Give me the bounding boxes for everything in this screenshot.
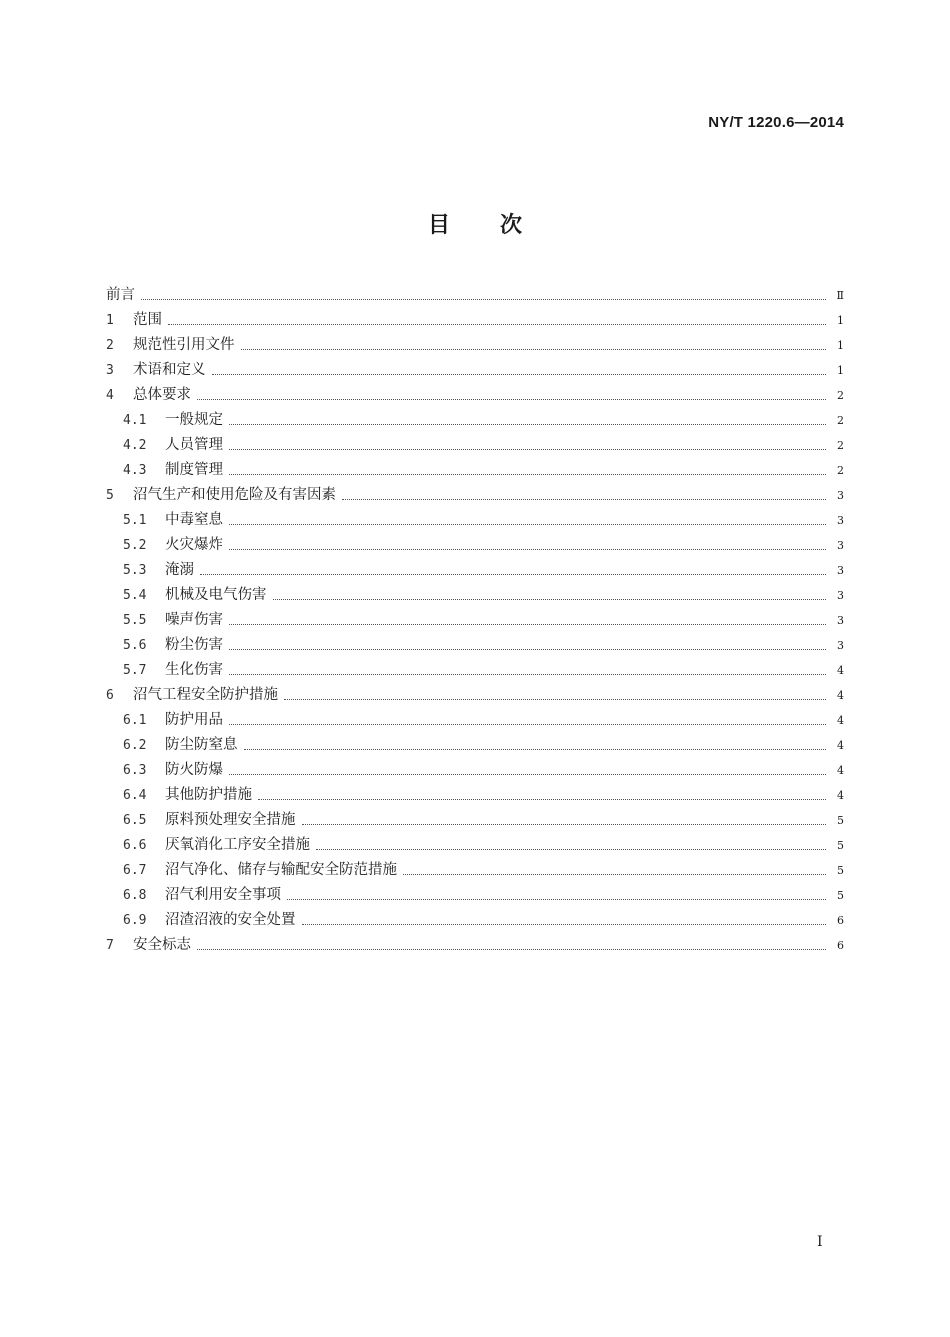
toc-entry-number: 5.7 [123,663,147,678]
toc-dot-leader [141,299,826,300]
toc-entry-page: 3 [837,539,844,552]
toc-entry-label: 一般规定 [165,412,223,428]
toc-entry-number: 7 [106,938,114,953]
toc-entry[interactable] [106,933,844,958]
toc-entry[interactable] [106,858,844,883]
toc-entry[interactable] [106,658,844,683]
toc-entry-label: 生化伤害 [165,662,223,678]
toc-entry[interactable] [106,708,844,733]
toc-entry[interactable] [106,308,844,333]
toc-entry-page: 6 [837,914,844,927]
toc-entry-label: 噪声伤害 [165,612,223,628]
toc-entry-page: 6 [837,939,844,952]
toc-entry-number: 4 [106,388,114,403]
toc-entry-label: 沼气生产和使用危险及有害因素 [133,487,336,503]
toc-entry-label: 术语和定义 [133,362,206,378]
toc-entry[interactable] [106,883,844,908]
toc-entry-page: 4 [837,714,844,727]
toc-entry[interactable] [106,733,844,758]
toc-entry-page: 4 [837,689,844,702]
toc-entry-page: 3 [837,614,844,627]
toc-dot-leader [316,849,826,850]
toc-entry[interactable] [106,458,844,483]
toc-entry-label: 前言 [106,287,135,303]
toc-entry-page: 1 [837,364,844,377]
toc-entry[interactable] [106,633,844,658]
toc-entry-page: 1 [837,314,844,327]
toc-entry-page: 2 [837,414,844,427]
toc-entry-page: 2 [837,439,844,452]
toc-entry-number: 5.2 [123,538,147,553]
toc-entry-label: 淹溺 [165,562,194,578]
toc-entry[interactable] [106,483,844,508]
toc-dot-leader [229,474,826,475]
toc-entry-number: 6.3 [123,763,147,778]
toc-entry-label: 安全标志 [133,937,191,953]
toc-entry-label: 沼气净化、储存与输配安全防范措施 [165,862,397,878]
toc-entry-page: 3 [837,589,844,602]
toc-entry-page: 3 [837,514,844,527]
toc-dot-leader [229,674,826,675]
toc-entry-number: 3 [106,363,114,378]
toc-dot-leader [287,899,826,900]
toc-entry-label: 制度管理 [165,462,223,478]
toc-entry[interactable] [106,683,844,708]
toc-entry[interactable] [106,408,844,433]
toc-entry-label: 沼渣沼液的安全处置 [165,912,296,928]
toc-entry-number: 2 [106,338,114,353]
toc-dot-leader [229,624,826,625]
toc-entry-label: 防护用品 [165,712,223,728]
toc-dot-leader [302,824,827,825]
toc-entry-number: 6 [106,688,114,703]
toc-entry-number: 1 [106,313,114,328]
toc-entry-page: 5 [837,839,844,852]
toc-entry-label: 沼气工程安全防护措施 [133,687,278,703]
toc-entry-number: 6.5 [123,813,147,828]
toc-entry-label: 粉尘伤害 [165,637,223,653]
toc-entry-number: 5.1 [123,513,147,528]
toc-entry[interactable] [106,833,844,858]
toc-dot-leader [212,374,827,375]
toc-title: 目次 [427,213,572,238]
toc-entry-number: 5.4 [123,588,147,603]
toc-entry-number: 6.6 [123,838,147,853]
toc-entry-number: 4.1 [123,413,147,428]
toc-entry-label: 防尘防窒息 [165,737,238,753]
toc-entry-page: 5 [837,864,844,877]
toc-entry[interactable] [106,558,844,583]
toc-entry[interactable] [106,758,844,783]
table-of-contents [106,283,844,958]
toc-entry-label: 防火防爆 [165,762,223,778]
toc-dot-leader [229,424,826,425]
toc-dot-leader [197,949,826,950]
toc-entry-label: 沼气利用安全事项 [165,887,281,903]
toc-dot-leader [258,799,826,800]
standard-code: NY/T 1220.6—2014 [708,114,844,131]
toc-entry-label: 范围 [133,312,162,328]
toc-entry-number: 6.9 [123,913,147,928]
toc-entry[interactable] [106,508,844,533]
toc-entry[interactable] [106,433,844,458]
toc-entry[interactable] [106,608,844,633]
toc-entry-page: 5 [837,814,844,827]
toc-dot-leader [229,649,826,650]
toc-dot-leader [403,874,826,875]
toc-entry-number: 5.6 [123,638,147,653]
toc-entry-page: 4 [837,789,844,802]
toc-entry-number: 4.3 [123,463,147,478]
toc-entry-number: 5.5 [123,613,147,628]
toc-entry-number: 4.2 [123,438,147,453]
page-number: Ⅰ [817,1234,823,1250]
toc-entry[interactable] [106,383,844,408]
toc-dot-leader [229,724,826,725]
toc-entry-page: 1 [837,339,844,352]
toc-entry[interactable] [106,908,844,933]
toc-entry-number: 6.7 [123,863,147,878]
toc-entry[interactable] [106,783,844,808]
toc-dot-leader [200,574,826,575]
toc-dot-leader [284,699,826,700]
toc-dot-leader [229,549,826,550]
toc-entry-number: 6.2 [123,738,147,753]
toc-dot-leader [197,399,826,400]
toc-entry-number: 6.4 [123,788,147,803]
toc-entry[interactable] [106,333,844,358]
toc-entry[interactable] [106,358,844,383]
toc-entry-page: 4 [837,739,844,752]
toc-entry-page: 4 [837,664,844,677]
toc-entry-number: 6.8 [123,888,147,903]
toc-entry-page: 3 [837,564,844,577]
toc-entry[interactable] [106,533,844,558]
toc-entry-label: 机械及电气伤害 [165,587,267,603]
toc-entry-label: 规范性引用文件 [133,337,235,353]
toc-entry-label: 其他防护措施 [165,787,252,803]
toc-entry-page: 2 [837,389,844,402]
toc-entry-label: 原料预处理安全措施 [165,812,296,828]
toc-entry-label: 中毒窒息 [165,512,223,528]
toc-entry-page: 3 [837,639,844,652]
toc-entry-number: 5.3 [123,563,147,578]
toc-entry-page: 4 [837,764,844,777]
toc-entry-page: 5 [837,889,844,902]
toc-entry-label: 厌氧消化工序安全措施 [165,837,310,853]
toc-entry-number: 5 [106,488,114,503]
toc-dot-leader [342,499,826,500]
toc-entry-label: 人员管理 [165,437,223,453]
toc-entry-page: 3 [837,489,844,502]
toc-entry-label: 火灾爆炸 [165,537,223,553]
toc-dot-leader [244,749,827,750]
toc-dot-leader [273,599,827,600]
toc-entry[interactable] [106,583,844,608]
toc-entry[interactable] [106,283,844,308]
toc-dot-leader [168,324,826,325]
toc-dot-leader [241,349,827,350]
toc-dot-leader [302,924,827,925]
toc-dot-leader [229,774,826,775]
toc-dot-leader [229,524,826,525]
toc-entry-page: Ⅱ [836,289,844,302]
toc-entry[interactable] [106,808,844,833]
toc-entry-number: 6.1 [123,713,147,728]
toc-entry-label: 总体要求 [133,387,191,403]
toc-dot-leader [229,449,826,450]
toc-entry-page: 2 [837,464,844,477]
